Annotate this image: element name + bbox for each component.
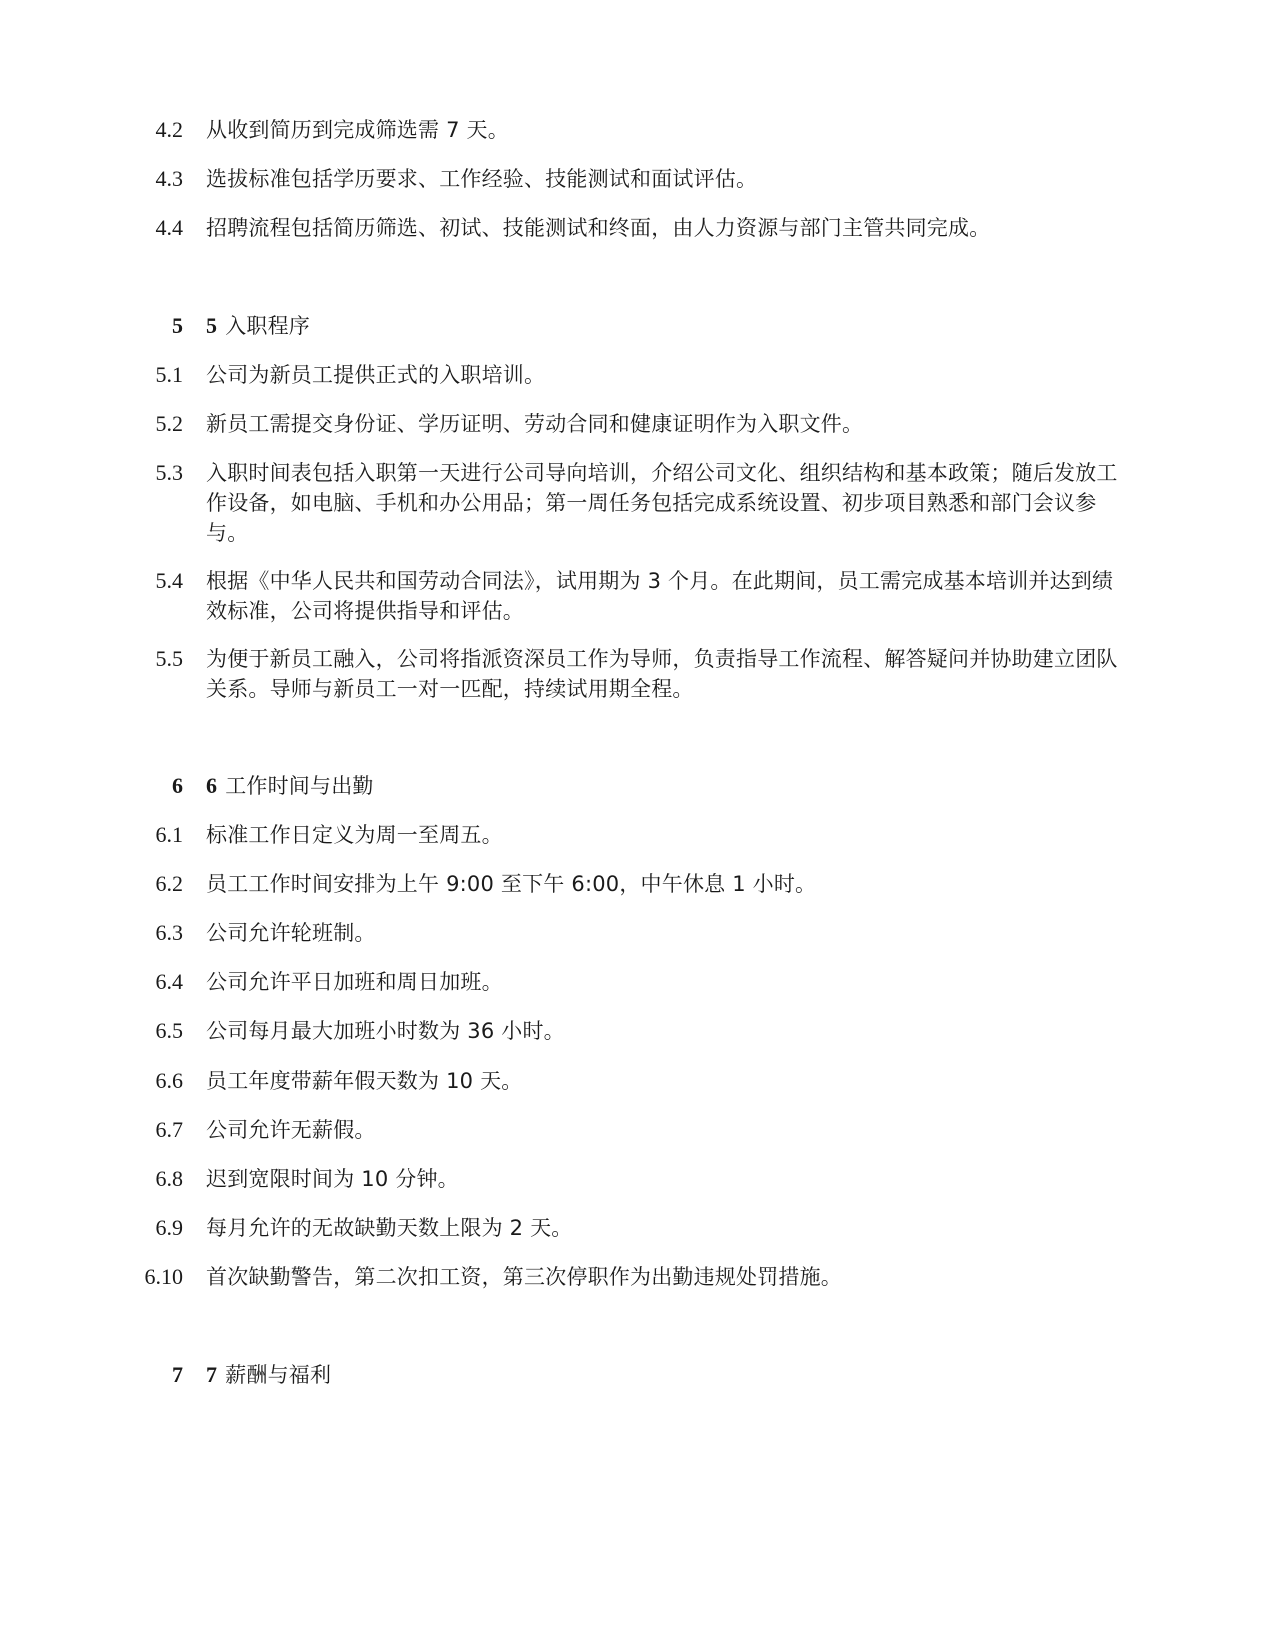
item-number: 6.3 bbox=[155, 920, 183, 945]
item-text: 迟到宽限时间为 10 分钟。 bbox=[206, 1167, 459, 1191]
item-text: 从收到简历到完成筛选需 7 天。 bbox=[206, 118, 509, 142]
section-title bbox=[206, 771, 1124, 801]
item-text: 首次缺勤警告，第二次扣工资，第三次停职作为出勤违规处罚措施。 bbox=[206, 1265, 842, 1289]
item-number: 6.7 bbox=[155, 1117, 183, 1142]
item-number: 6.6 bbox=[155, 1068, 183, 1093]
item-text: 公司允许轮班制。 bbox=[206, 921, 376, 945]
section-title-text: 入职程序 bbox=[225, 314, 311, 338]
section-title bbox=[206, 311, 1124, 341]
item-number: 6.4 bbox=[155, 969, 183, 994]
item-number: 5.2 bbox=[155, 411, 183, 436]
section-number: 6 bbox=[172, 773, 183, 798]
item-text: 入职时间表包括入职第一天进行公司导向培训，介绍公司文化、组织结构和基本政策；随后发放工作设备，如电脑、手机和办公用品；第一周任务包括完成系统设置、初步项目熟悉和部门会议参与。 bbox=[206, 461, 1118, 545]
item-text: 公司允许无薪假。 bbox=[206, 1118, 376, 1142]
item-number: 4.3 bbox=[155, 166, 183, 191]
item-text: 员工工作时间安排为上午 9:00 至下午 6:00，中午休息 1 小时。 bbox=[206, 872, 817, 896]
item-text: 每月允许的无故缺勤天数上限为 2 天。 bbox=[206, 1216, 573, 1240]
item-number: 4.2 bbox=[155, 117, 183, 142]
item-number: 5.5 bbox=[155, 646, 183, 671]
item-text: 为便于新员工融入，公司将指派资深员工作为导师，负责指导工作流程、解答疑问并协助建立团队关系。导师与新员工一对一匹配，持续试用期全程。 bbox=[206, 647, 1118, 701]
section-number: 5 bbox=[172, 313, 183, 338]
item-number: 5.1 bbox=[155, 362, 183, 387]
item-number: 5.4 bbox=[155, 568, 183, 593]
section-title bbox=[206, 1360, 1124, 1390]
item-number: 6.5 bbox=[155, 1018, 183, 1043]
item-text: 公司为新员工提供正式的入职培训。 bbox=[206, 363, 546, 387]
item-number: 6.10 bbox=[144, 1264, 183, 1289]
item-number: 6.9 bbox=[155, 1215, 183, 1240]
item-text: 公司允许平日加班和周日加班。 bbox=[206, 970, 503, 994]
section-title-number: 7 bbox=[206, 1362, 218, 1387]
item-text: 新员工需提交身份证、学历证明、劳动合同和健康证明作为入职文件。 bbox=[206, 412, 864, 436]
section-title-number: 6 bbox=[206, 773, 218, 798]
item-text: 员工年度带薪年假天数为 10 天。 bbox=[206, 1069, 523, 1093]
section-number: 7 bbox=[172, 1362, 183, 1387]
item-text: 标准工作日定义为周一至周五。 bbox=[206, 823, 503, 847]
section-title-number: 5 bbox=[206, 313, 218, 338]
section-title-text: 薪酬与福利 bbox=[225, 1363, 332, 1387]
item-text: 选拔标准包括学历要求、工作经验、技能测试和面试评估。 bbox=[206, 167, 758, 191]
item-number: 4.4 bbox=[155, 215, 183, 240]
item-text: 根据《中华人民共和国劳动合同法》，试用期为 3 个月。在此期间，员工需完成基本培训并达到绩效标准，公司将提供指导和评估。 bbox=[206, 569, 1114, 623]
item-number: 6.2 bbox=[155, 871, 183, 896]
item-text: 招聘流程包括简历筛选、初试、技能测试和终面，由人力资源与部门主管共同完成。 bbox=[206, 216, 991, 240]
item-number: 6.1 bbox=[155, 822, 183, 847]
item-number: 5.3 bbox=[155, 460, 183, 485]
item-text: 公司每月最大加班小时数为 36 小时。 bbox=[206, 1019, 565, 1043]
item-number: 6.8 bbox=[155, 1166, 183, 1191]
section-title-text: 工作时间与出勤 bbox=[225, 774, 374, 798]
